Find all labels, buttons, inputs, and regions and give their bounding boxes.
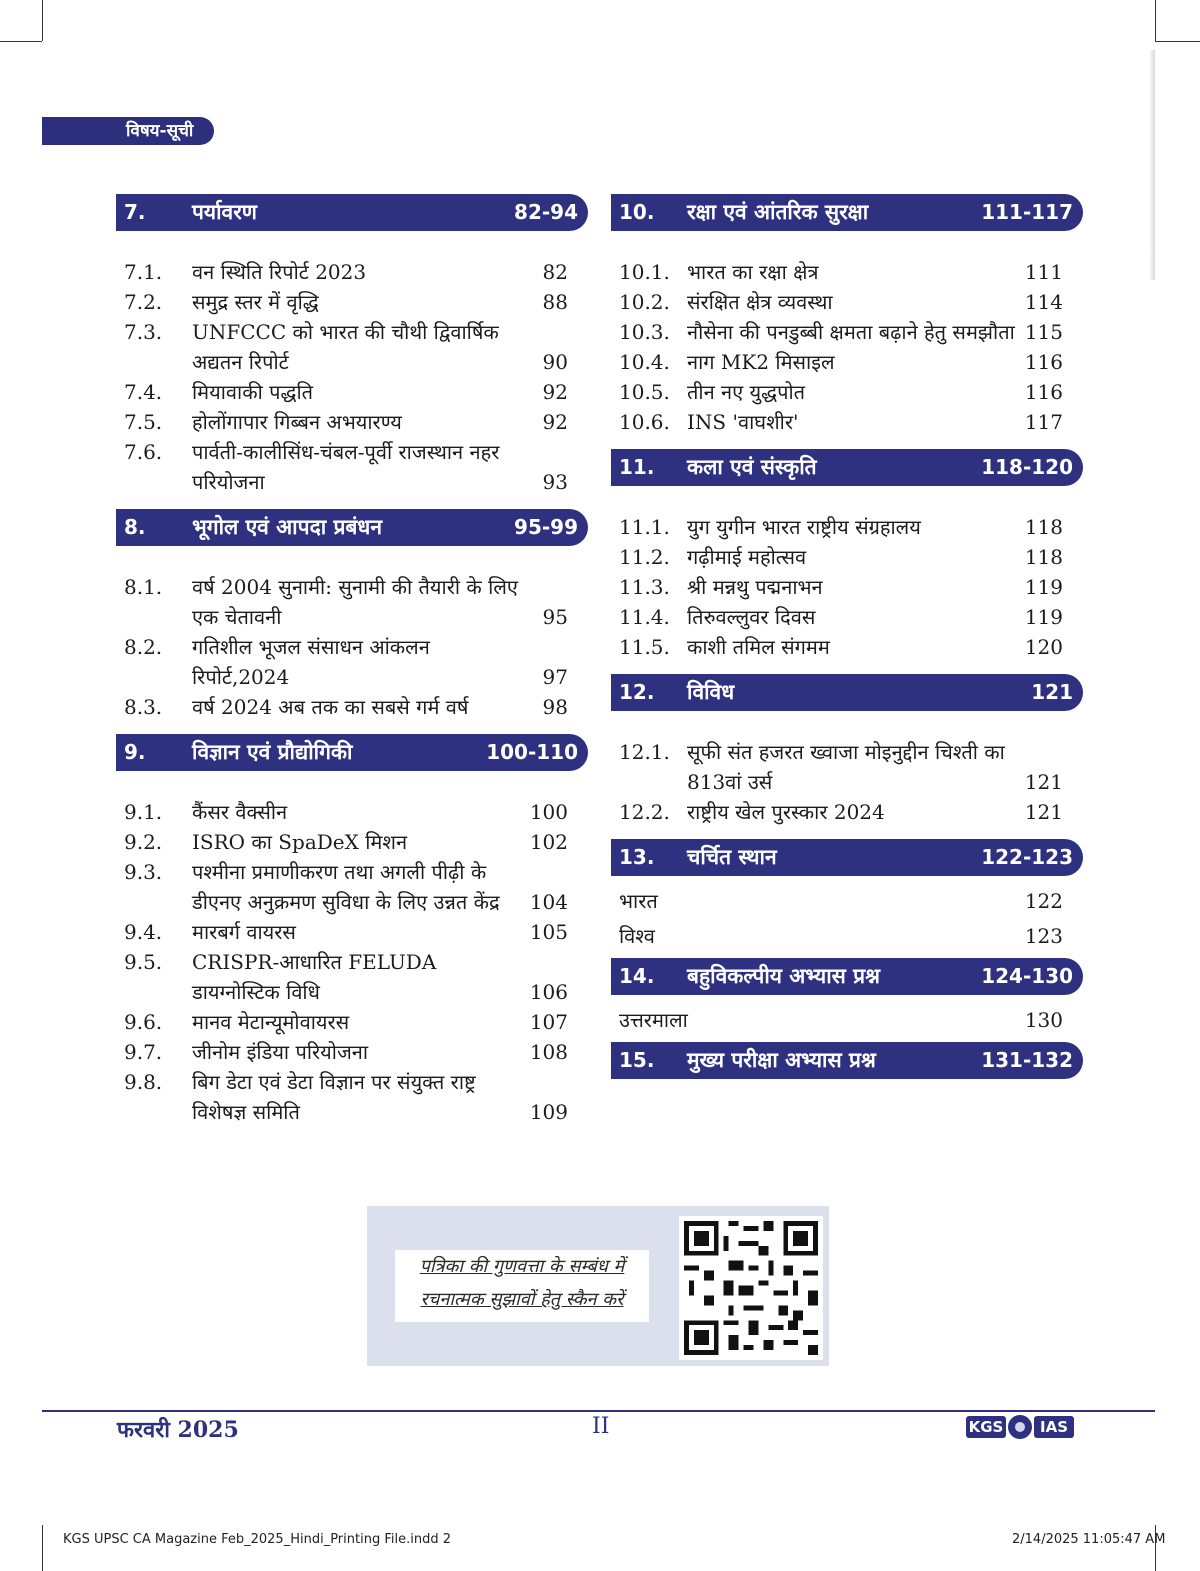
section-header: [116, 509, 588, 546]
entry-page: 106: [529, 980, 568, 1004]
toc-entry: [611, 737, 1083, 797]
crop-mark: [42, 0, 43, 41]
section-number: 7.: [124, 200, 146, 224]
entry-page: 108: [529, 1040, 568, 1064]
entry-page: 118: [1024, 545, 1063, 569]
section-title: विविध: [687, 680, 735, 704]
toc-entry: [116, 1037, 588, 1067]
entry-title: पश्मीना प्रमाणीकरण तथा अगली पीढ़ी के डीएनए अनुक्रमण सुविधा के लिए उन्नत केंद्र: [192, 860, 500, 914]
section-number: 13.: [619, 845, 655, 869]
toc-entry: [611, 1003, 1083, 1038]
entry-page: 117: [1024, 410, 1063, 434]
entry-number: 9.7.: [124, 1040, 163, 1064]
section-title: कला एवं संस्कृति: [687, 455, 817, 479]
entry-title: कैंसर वैक्सीन: [192, 800, 288, 824]
entry-title: नाग MK2 मिसाइल: [687, 350, 835, 374]
section-items: [611, 995, 1083, 1042]
feedback-line-1: पत्रिका की गुणवत्ता के सम्बंध में: [419, 1256, 625, 1277]
entry-number: 11.1.: [619, 515, 670, 539]
toc-entry: [116, 437, 588, 497]
section-number: 8.: [124, 515, 146, 539]
section-pages: 100-110: [486, 740, 578, 764]
section-items: [611, 711, 1083, 839]
section-title: चर्चित स्थान: [687, 845, 777, 869]
toc-entry: [116, 827, 588, 857]
entry-page: 92: [542, 410, 568, 434]
toc-entry: [611, 377, 1083, 407]
toc-entry: [611, 884, 1083, 919]
entry-title: राष्ट्रीय खेल पुरस्कार 2024: [687, 800, 885, 824]
toc-entry: [116, 692, 588, 722]
entry-title: उत्तरमाला: [619, 1008, 688, 1032]
toc-entry: [611, 317, 1083, 347]
right-column: [611, 194, 1083, 1079]
toc-entry: [611, 512, 1083, 542]
logo-ias: IAS: [1034, 1416, 1074, 1438]
section-title: विज्ञान एवं प्रौद्योगिकी: [192, 740, 353, 764]
entry-number: 7.4.: [124, 380, 163, 404]
entry-title: तीन नए युद्धपोत: [687, 380, 806, 404]
entry-page: 111: [1024, 260, 1063, 284]
entry-number: 7.2.: [124, 290, 163, 314]
entry-title: नौसेना की पनडुब्बी क्षमता बढ़ाने हेतु समझौता: [687, 320, 1015, 344]
entry-title: वर्ष 2024 अब तक का सबसे गर्म वर्ष: [192, 695, 469, 719]
section-number: 12.: [619, 680, 655, 704]
toc-entry: [116, 1007, 588, 1037]
toc-entry: [611, 797, 1083, 827]
toc-entry: [116, 317, 588, 377]
entry-page: 121: [1024, 770, 1063, 794]
entry-number: 11.2.: [619, 545, 670, 569]
entry-page: 115: [1024, 320, 1063, 344]
entry-title: मानव मेटान्यूमोवायरस: [192, 1010, 350, 1034]
entry-number: 8.1.: [124, 575, 163, 599]
section-items: [116, 771, 588, 1139]
section-header: [611, 958, 1083, 995]
entry-title: गढ़ीमाई महोत्सव: [687, 545, 807, 569]
entry-page: 114: [1024, 290, 1063, 314]
entry-title: सूफी संत हजरत ख्वाजा मोइनुद्दीन चिश्ती का 813वां उर्स: [687, 740, 1005, 794]
entry-number: 7.5.: [124, 410, 163, 434]
section-pages: 95-99: [514, 515, 578, 539]
toc-entry: [611, 407, 1083, 437]
crop-mark: [0, 41, 42, 42]
qr-code[interactable]: [679, 1216, 823, 1360]
entry-page: 123: [1024, 924, 1063, 948]
entry-page: 95: [542, 605, 568, 629]
toc-entry: [611, 602, 1083, 632]
section-items: [116, 231, 588, 509]
entry-number: 11.5.: [619, 635, 670, 659]
entry-title: मारबर्ग वायरस: [192, 920, 296, 944]
entry-page: 100: [529, 800, 568, 824]
entry-number: 9.8.: [124, 1070, 163, 1094]
entry-number: 12.2.: [619, 800, 670, 824]
toc-entry: [116, 797, 588, 827]
toc-entry: [116, 917, 588, 947]
section-number: 9.: [124, 740, 146, 764]
entry-page: 119: [1024, 575, 1063, 599]
section-title: मुख्य परीक्षा अभ्यास प्रश्न: [687, 1048, 876, 1072]
entry-title: श्री मन्नथु पद्मनाभन: [687, 575, 823, 599]
print-slug-file: KGS UPSC CA Magazine Feb_2025_Hindi_Printing File.indd 2: [63, 1532, 451, 1547]
entry-title: तिरुवल्लुवर दिवस: [687, 605, 816, 629]
entry-page: 130: [1024, 1008, 1063, 1032]
entry-page: 88: [542, 290, 568, 314]
entry-page: 121: [1024, 800, 1063, 824]
crop-mark: [42, 1525, 43, 1571]
entry-page: 102: [529, 830, 568, 854]
left-column: [116, 194, 588, 1139]
entry-page: 92: [542, 380, 568, 404]
toc-entry: [116, 857, 588, 917]
section-number: 15.: [619, 1048, 655, 1072]
entry-page: 109: [529, 1100, 568, 1124]
toc-entry: [116, 947, 588, 1007]
section-header: [116, 734, 588, 771]
entry-title: काशी तमिल संगमम: [687, 635, 830, 659]
entry-title: वन स्थिति रिपोर्ट 2023: [192, 260, 367, 284]
entry-title: बिग डेटा एवं डेटा विज्ञान पर संयुक्त राष्ट्र विशेषज्ञ समिति: [192, 1070, 476, 1124]
entry-page: 119: [1024, 605, 1063, 629]
entry-page: 107: [529, 1010, 568, 1034]
toc-entry: [116, 632, 588, 692]
section-items: [116, 546, 588, 734]
section-title: बहुविकल्पीय अभ्यास प्रश्न: [687, 964, 880, 988]
entry-number: 12.1.: [619, 740, 670, 764]
section-title: रक्षा एवं आंतरिक सुरक्षा: [687, 200, 869, 224]
section-number: 14.: [619, 964, 655, 988]
toc-entry: [116, 377, 588, 407]
section-pages: 131-132: [981, 1048, 1073, 1072]
entry-number: 8.3.: [124, 695, 163, 719]
page-number: II: [592, 1414, 610, 1439]
kgs-ias-logo: [966, 1414, 1078, 1442]
entry-page: 116: [1024, 350, 1063, 374]
entry-title: भारत का रक्षा क्षेत्र: [687, 260, 819, 284]
entry-page: 98: [542, 695, 568, 719]
toc-entry: [116, 257, 588, 287]
toc-entry: [116, 407, 588, 437]
entry-number: 10.2.: [619, 290, 670, 314]
entry-page: 104: [529, 890, 568, 914]
entry-title: भारत: [619, 889, 658, 913]
toc-entry: [611, 572, 1083, 602]
entry-number: 7.6.: [124, 440, 163, 464]
toc-entry: [116, 1067, 588, 1127]
entry-number: 9.6.: [124, 1010, 163, 1034]
toc-entry: [116, 572, 588, 632]
entry-page: 118: [1024, 515, 1063, 539]
entry-number: 11.3.: [619, 575, 670, 599]
entry-title: ISRO का SpaDeX मिशन: [192, 830, 408, 854]
section-title: पर्यावरण: [192, 200, 257, 224]
toc-entry: [611, 919, 1083, 954]
entry-number: 9.5.: [124, 950, 163, 974]
entry-title: मियावाकी पद्धति: [192, 380, 314, 404]
entry-number: 8.2.: [124, 635, 163, 659]
contents-tag: विषय-सूची: [42, 117, 214, 145]
entry-title: संरक्षित क्षेत्र व्यवस्था: [687, 290, 833, 314]
entry-title: वर्ष 2004 सुनामी: सुनामी की तैयारी के लिए एक चेतावनी: [192, 575, 518, 629]
feedback-line-2: रचनात्मक सुझावों हेतु स्कैन करें: [420, 1289, 624, 1310]
section-items: [611, 231, 1083, 449]
entry-number: 7.3.: [124, 320, 163, 344]
section-header: [611, 449, 1083, 486]
section-pages: 122-123: [981, 845, 1073, 869]
entry-title: विश्व: [619, 924, 655, 948]
entry-title: पार्वती-कालीसिंध-चंबल-पूर्वी राजस्थान नहर परियोजना: [192, 440, 500, 494]
section-pages: 118-120: [981, 455, 1073, 479]
entry-number: 9.2.: [124, 830, 163, 854]
entry-number: 9.4.: [124, 920, 163, 944]
section-pages: 82-94: [514, 200, 578, 224]
entry-page: 82: [542, 260, 568, 284]
entry-title: जीनोम इंडिया परियोजना: [192, 1040, 369, 1064]
feedback-prompt: [395, 1250, 649, 1322]
section-header: [611, 194, 1083, 231]
entry-page: 122: [1024, 889, 1063, 913]
toc-entry: [611, 542, 1083, 572]
section-header: [611, 1042, 1083, 1079]
feedback-qr-panel: [367, 1206, 829, 1366]
footer-rule: [42, 1410, 1155, 1412]
toc-entry: [611, 632, 1083, 662]
entry-number: 7.1.: [124, 260, 163, 284]
entry-title: UNFCCC को भारत की चौथी द्विवार्षिक अद्यतन रिपोर्ट: [192, 320, 499, 374]
section-header: [116, 194, 588, 231]
section-pages: 124-130: [981, 964, 1073, 988]
section-title: भूगोल एवं आपदा प्रबंधन: [192, 515, 382, 539]
entry-number: 10.1.: [619, 260, 670, 284]
entry-title: होलोंगापार गिब्बन अभयारण्य: [192, 410, 402, 434]
toc-entry: [611, 347, 1083, 377]
entry-page: 116: [1024, 380, 1063, 404]
section-header: [611, 839, 1083, 876]
entry-title: गतिशील भूजल संसाधन आंकलन रिपोर्ट,2024: [192, 635, 430, 689]
toc-entry: [116, 287, 588, 317]
section-header: [611, 674, 1083, 711]
entry-number: 10.4.: [619, 350, 670, 374]
toc-entry: [611, 287, 1083, 317]
entry-title: CRISPR-आधारित FELUDA डायग्नोस्टिक विधि: [192, 950, 437, 1004]
entry-title: समुद्र स्तर में वृद्धि: [192, 290, 319, 314]
section-number: 10.: [619, 200, 655, 224]
entry-number: 10.6.: [619, 410, 670, 434]
emblem-icon: [1006, 1413, 1034, 1441]
entry-page: 105: [529, 920, 568, 944]
print-slug-timestamp: 2/14/2025 11:05:47 AM: [1012, 1532, 1166, 1547]
entry-page: 93: [542, 470, 568, 494]
section-pages: 111-117: [981, 200, 1073, 224]
entry-page: 120: [1024, 635, 1063, 659]
section-items: [611, 876, 1083, 958]
entry-number: 11.4.: [619, 605, 670, 629]
entry-number: 9.3.: [124, 860, 163, 884]
entry-number: 10.3.: [619, 320, 670, 344]
section-number: 11.: [619, 455, 655, 479]
entry-number: 10.5.: [619, 380, 670, 404]
toc-entry: [611, 257, 1083, 287]
section-items: [611, 486, 1083, 674]
entry-page: 90: [542, 350, 568, 374]
entry-title: INS 'वाघशीर': [687, 410, 799, 434]
page-edge-shadow: [1149, 50, 1155, 280]
crop-mark: [1155, 41, 1200, 42]
entry-title: युग युगीन भारत राष्ट्रीय संग्रहालय: [687, 515, 921, 539]
section-pages: 121: [1031, 680, 1073, 704]
entry-page: 97: [542, 665, 568, 689]
entry-number: 9.1.: [124, 800, 163, 824]
crop-mark: [1155, 0, 1156, 41]
logo-kgs: KGS: [966, 1416, 1006, 1438]
issue-month: फरवरी 2025: [117, 1417, 239, 1443]
